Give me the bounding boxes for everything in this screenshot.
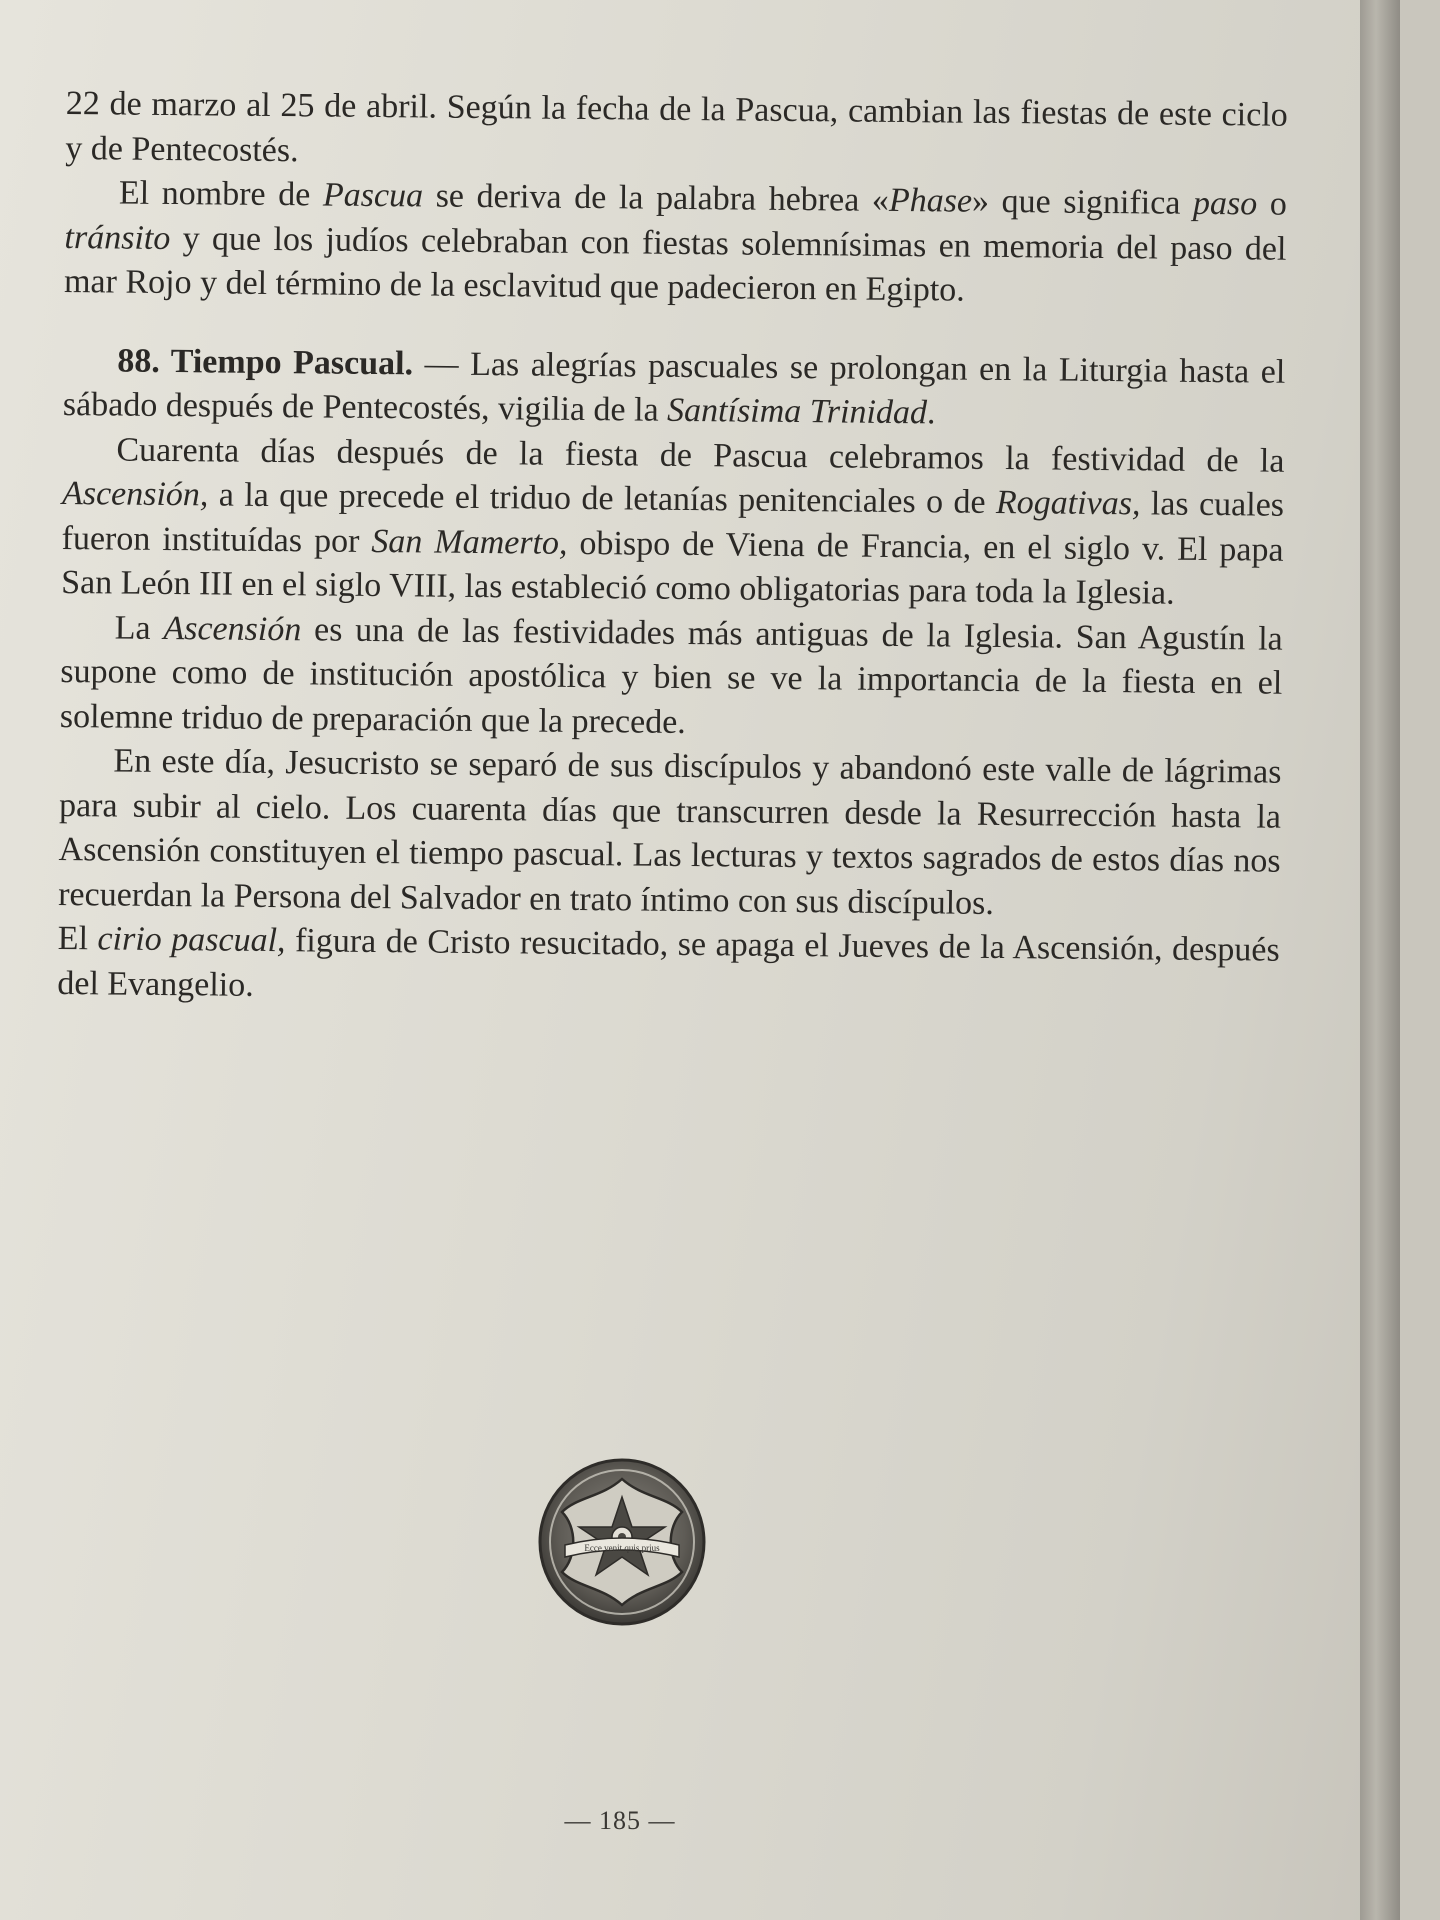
body-text: [57, 82, 1288, 1018]
emblem-banner-text: Ecce venit quis prius: [584, 1543, 660, 1553]
emblem-icon: [537, 1457, 707, 1627]
text-run: En este día, Jesucristo se separó de sus discípulos y abandonó este valle de lágrimas para subir al cielo. Los cuarenta días que transcurren desde la Resurrección hasta la Ascensión constituyen el tiempo pascual. Las lecturas y textos sagrados de estos días nos recuerdan la Persona del Salvador en trato íntimo con sus discípulos.: [58, 742, 1282, 922]
section-heading: 88. Tiempo Pascual.: [117, 342, 414, 382]
text-run: o: [1257, 185, 1288, 223]
paragraph-intro-dates: [65, 82, 1288, 183]
text-run: y que los judíos celebraban con fiestas solemnísimas en memoria del paso del mar Rojo y del término de la esclavitud que padecieron en Egipto.: [63, 219, 1287, 309]
text-run: .: [926, 394, 936, 432]
text-run: figura de Cristo resucitado, se apaga el Jueves de la Ascensión, después del Evangelio.: [57, 922, 1280, 1004]
text-run: La: [114, 608, 164, 647]
page-edge: [1360, 0, 1400, 1920]
paragraph-cirio: [57, 917, 1280, 1018]
text-run: es una de las festividades más antiguas de la Iglesia. San Agustín la supone como de institución apostólica y bien se ve la importancia de la fiesta en el solemne triduo de preparación que la precede.: [59, 610, 1283, 741]
italic-term: Rogativas,: [995, 483, 1141, 523]
italic-term: Ascensión: [163, 609, 302, 648]
page-number: — 185 —: [564, 1806, 676, 1835]
text-run: — Las alegrías pascuales se prolongan en la Liturgia hasta el sábado después de Pentecostés, vigilia de la: [62, 344, 1286, 429]
text-run: El: [57, 919, 98, 958]
italic-term: Pascua: [322, 176, 424, 215]
italic-term: San Mamerto,: [371, 522, 568, 562]
italic-term: Santísima Trinidad: [666, 391, 928, 432]
paragraph-este-dia: [58, 739, 1282, 929]
text-run: » que significa: [971, 182, 1194, 222]
text-run: 22 de marzo al 25 de abril. Según la fecha de la Pascua, cambian las fiestas de este ciclo y de Pentecostés.: [65, 84, 1288, 169]
italic-term: paso: [1192, 184, 1258, 223]
italic-term: Phase: [888, 181, 973, 220]
paragraph-ascension-antigua: [60, 605, 1283, 750]
paragraph-pascua-name: [64, 171, 1287, 316]
text-run: Cuarenta días después de la fiesta de Pascua celebramos la festividad de la: [116, 431, 1285, 480]
italic-term: cirio pascual,: [97, 920, 286, 960]
text-run: El nombre de: [118, 174, 324, 214]
text-run: a la que precede el triduo de letanías penitenciales o de: [208, 476, 997, 521]
italic-term: tránsito: [64, 218, 171, 257]
italic-term: Ascensión,: [61, 474, 209, 514]
paragraph-cuarenta-dias: [61, 427, 1285, 617]
text-run: se deriva de la palabra hebrea «: [422, 177, 890, 219]
text-run: obispo de Viena de Francia, en el siglo v. El papa San León III en el siglo VIII, las estableció como obligatorias para toda la Iglesia.: [61, 524, 1284, 612]
text-run: las cuales fueron instituídas por: [61, 485, 1285, 560]
paragraph-tiempo-pascual: [63, 338, 1286, 439]
